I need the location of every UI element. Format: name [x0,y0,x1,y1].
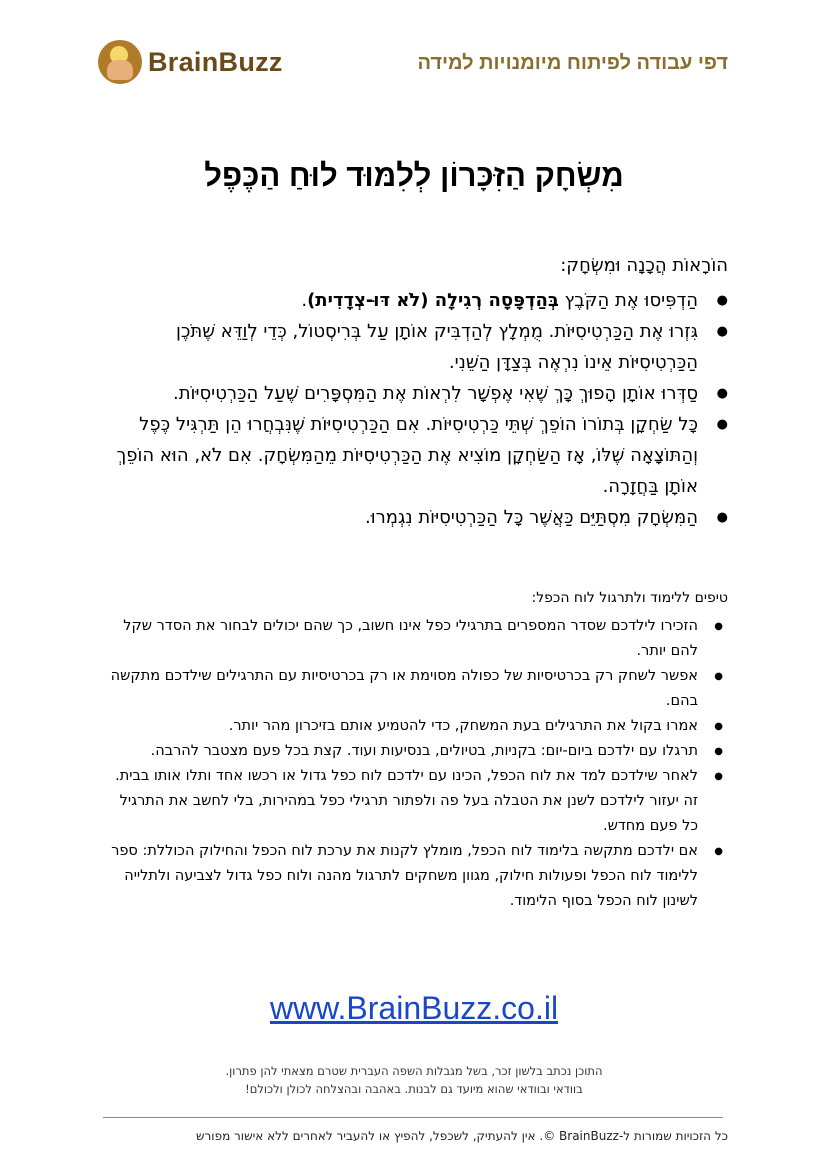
header-title: דפי עבודה לפיתוח מיומנויות למידה [417,52,728,74]
logo-text: BrainBuzz [148,46,283,77]
tip-item: ● אמרו בקול את התרגילים בעת המשחק, כדי להטמיע אותם בזיכרון מהר יותר. [108,714,728,739]
page-title: מִשְׂחָק הַזִּכָּרוֹן לְלִמּוּד לוּחַ הַכֶּפֶל [204,158,624,193]
instruction-item: ● הַדְפִּיסוּ אֶת הַקֹּבֶץ בְּהַדְפָּסָה רְגִילָה (לֹא דּוּ-צְדָדִית). [108,285,728,316]
copyright-notice: כל הזכויות שמורות ל-BrainBuzz ©. אין להעתיק, לשכפל, להפיץ או להעביר לאחרים ללא אישור מפורש [196,1129,728,1143]
instructions-heading: הוֹרָאוֹת הֲכָנָה וּמִשְׂחָק: [560,255,728,276]
footer-divider [103,1117,723,1118]
website-link[interactable]: www.BrainBuzz.co.il [269,990,559,1026]
tip-item: ● הזכירו לילדכם שסדר המספרים בתרגילי כפל אינו חשוב, כך שהם יכולים לבחור את הסדר שקל להם יותר. [108,614,728,664]
tip-item: ● תרגלו עם ילדכם ביום-יום: בקניות, בטיולים, בנסיעות ועוד. קצת בכל פעם מצטבר להרבה. [108,739,728,764]
footnote-line-1: התוכן נכתב בלשון זכר, בשל מגבלות השפה העברית שטרם מצאתי להן פתרון. [225,1064,603,1078]
tip-item: ● אם ילדכם מתקשה בלימוד לוח הכפל, מומלץ לקנות את ערכת לוח הכפל והחילוק הכוללת: ספר ללימוד לוח הכפל ופעולות חילוק, מגוון משחקים לתרגול מהנה ולוח כפל גדול לצביעה ולתלייה לשינון לוח הכפל בסוף הלימוד. [108,839,728,914]
tips-list [108,614,728,914]
brainbuzz-logo [98,40,283,84]
brainbuzz-character-icon [98,40,142,84]
instructions-list [108,285,728,533]
tips-heading: טיפים ללימוד ולתרגול לוח הכפל: [531,590,728,606]
instruction-item: ● כָּל שַׂחְקָן בְּתוֹרוֹ הוֹפֵךְ שְׁתֵּי כַּרְטִיסִיּוֹת. אִם הַכַּרְטִיסִיּוֹת שֶׁנִּבְחֲרוּ הֵן תַּרְגִּיל כֶּפֶל וְהַתּוֹצָאָה שֶׁלּוֹ, אָז הַשַּׂחְקָן מוֹצִיא אֶת הַכַּרְטִיסִיּוֹת מֵהַמִּשְׂחָק. אִם לֹא, הוּא הוֹפֵךְ אוֹתָן בַּחֲזָרָה. [108,409,728,502]
instruction-item: ● גִּזְרוּ אֶת הַכַּרְטִיסִיּוֹת. מֻמְלָץ לְהַדְבִּיק אוֹתָן עַל בְּרִיסְטוֹל, כְּדֵי לְוַדֵּא שֶׁתֹּכֶן הַכַּרְטִיסִיּוֹת אֵינוֹ נִרְאֶה בְּצַדָּן הַשֵּׁנִי. [108,316,728,378]
tip-item: ● אפשר לשחק רק בכרטיסיות של כפולה מסוימת או רק בכרטיסיות עם התרגילים שילדכם מתקשה בהם. [108,664,728,714]
footnote-line-2: בוודאי ובוודאי שהוא מיועד גם לבנות. באהבה ובהצלחה לכולן ולכולם! [245,1082,583,1096]
tip-item: ● לאחר שילדכם למד את לוח הכפל, הכינו עם ילדכם לוח כפל גדול או רכשו אחד ותלו אותו בבית. זה יעזור לילדכם לשנן את הטבלה בעל פה ולפתור תרגילי כפל במהירות, בלי לחשב את התרגיל כל פעם מחדש. [108,764,728,839]
instruction-item: ● סַדְּרוּ אוֹתָן הָפוּךְ כָּךְ שֶׁאִי אֶפְשָׁר לִרְאוֹת אֶת הַמִּסְפָּרִים שֶׁעַל הַכַּרְטִיסִיּוֹת. [108,378,728,409]
instruction-item: ● הַמִּשְׂחָק מִסְתַּיֵּם כַּאֲשֶׁר כָּל הַכַּרְטִיסִיּוֹת נִגְמְרוּ. [108,502,728,533]
